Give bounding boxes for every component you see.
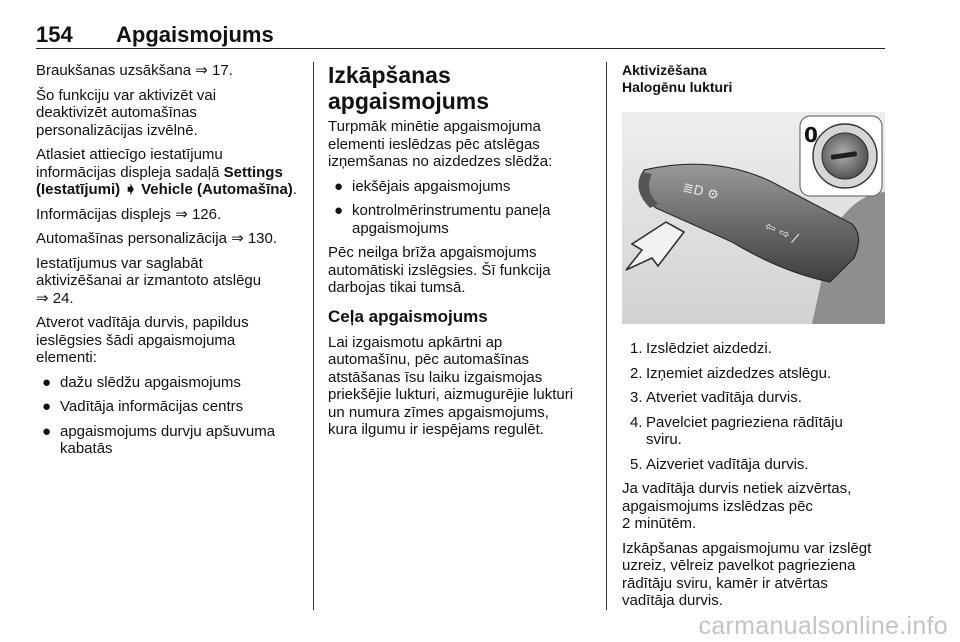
watermark: carmanualsonline.info xyxy=(698,612,948,640)
bullet-icon: ● xyxy=(42,398,52,415)
paragraph-personalization-ref: Automašīnas personalizācija ⇒ 130. xyxy=(36,230,278,247)
column-divider-1 xyxy=(313,62,314,610)
settings-menu-link: Settings xyxy=(223,163,283,181)
bullet-icon: ● xyxy=(334,177,344,195)
list-item: ● Vadītāja informācijas centrs xyxy=(42,398,244,415)
list-item: 5. Aizveriet vadītāja durvis. xyxy=(630,455,809,473)
heading-halogen-lights: Halogēnu lukturi xyxy=(622,79,733,95)
page-number: 154 xyxy=(36,22,73,47)
bullet-icon: ● xyxy=(334,202,344,219)
list-item: 3. Atveriet vadītāja durvis. xyxy=(630,389,802,406)
lever-symbols-back: ⇦ ⇨ / xyxy=(762,218,800,247)
paragraph-activation: Šo funkciju var aktivizēt vai deaktivizēt automašīnas personalizācijas izvēlnē. xyxy=(36,86,217,139)
list-item: ● kontrolmērinstrumentu paneļa apgaismojums xyxy=(334,202,551,237)
list-item: 4. Pavelciet pagrieziena rādītāju sviru. xyxy=(630,413,843,448)
paragraph-start-ref: Braukšanas uzsākšana ⇒ 17. xyxy=(36,62,233,79)
bullet-list-door-lights xyxy=(36,374,298,458)
page-header xyxy=(36,18,886,52)
paragraph-door-not-closed: Ja vadītāja durvis netiek aizvērtas, apgaismojums izslēdzas pēc 2 minūtēm. xyxy=(622,480,852,532)
lever-symbols-front: ≣D ⚙ xyxy=(681,180,721,204)
list-item: ● iekšējais apgaismojums xyxy=(334,177,511,195)
column-1 xyxy=(36,62,298,465)
bullet-icon: ● xyxy=(42,373,52,391)
lever-diagram xyxy=(622,112,885,324)
paragraph-switch-off: Izkāpšanas apgaismojumu var izslēgt uzreiz, vēlreiz pavelkot pagrieziena rādītāju sviru, kamēr ir atvērtas vadītāja durvis. xyxy=(622,539,872,609)
column-2 xyxy=(328,62,596,446)
column-divider-2 xyxy=(606,62,607,610)
paragraph-key-settings: Iestatījumus var saglabāt aktivizēšanai ar izmantoto atslēgu ⇒ 24. xyxy=(36,254,262,307)
paragraph-exit-intro: Turpmāk minētie apgaismojuma elementi ieslēdzas pēc atslēgas izņemšanas no aizdedzes slēdža: xyxy=(328,118,553,170)
list-item: ● dažu slēdžu apgaismojums xyxy=(42,373,241,391)
section-title-exit-lighting: Izkāpšanas apgaismojums xyxy=(328,62,490,114)
chapter-title: Apgaismojums xyxy=(116,22,274,47)
header-divider xyxy=(36,48,885,49)
list-item: 1. Izslēdziet aizdedzi. xyxy=(630,340,772,357)
paragraph-info-display-ref: Informācijas displejs ⇒ 126. xyxy=(36,205,222,223)
turn-signal-lever-illustration xyxy=(622,112,885,324)
vehicle-menu-link: (Iestatījumi) ➧ Vehicle (Automašīna) xyxy=(36,181,293,198)
paragraph-path-lighting: Lai izgaismotu apkārtni ap automašīnu, pēc automašīnas atstāšanas īsu laiku izgaismojas priekšējie lukturi, aizmugurējie lukturi un numura zīmes apgaismojums, kura ilgumu ir iespējams regulēt. xyxy=(328,333,574,438)
column-3 xyxy=(622,62,886,617)
bullet-list-exit-lights xyxy=(328,178,596,238)
paragraph-settings: Atlasiet attiecīgo iestatījumu informācijas displeja sadaļā Settings (Iestatījumi) ➧ Vehicle (Automašīna). xyxy=(36,146,297,198)
paragraph-door-open: Atverot vadītāja durvis, papildus ieslēgsies šādi apgaismojuma elementi: xyxy=(36,314,249,366)
bullet-icon: ● xyxy=(42,422,52,440)
step-list xyxy=(622,340,886,473)
heading-activation: Aktivizēšana xyxy=(622,62,707,78)
list-item: 2. Izņemiet aizdedzes atslēgu. xyxy=(630,364,832,382)
inset-label: 0 xyxy=(804,123,818,147)
list-item: ● apgaismojums durvju apšuvuma kabatās xyxy=(42,422,276,457)
paragraph-auto-off: Pēc neilga brīža apgaismojums automātiski izslēgsies. Šī funkcija darbojas tikai tumsā. xyxy=(328,244,551,296)
subsection-title-path-lighting: Ceļa apgaismojums xyxy=(328,306,488,326)
